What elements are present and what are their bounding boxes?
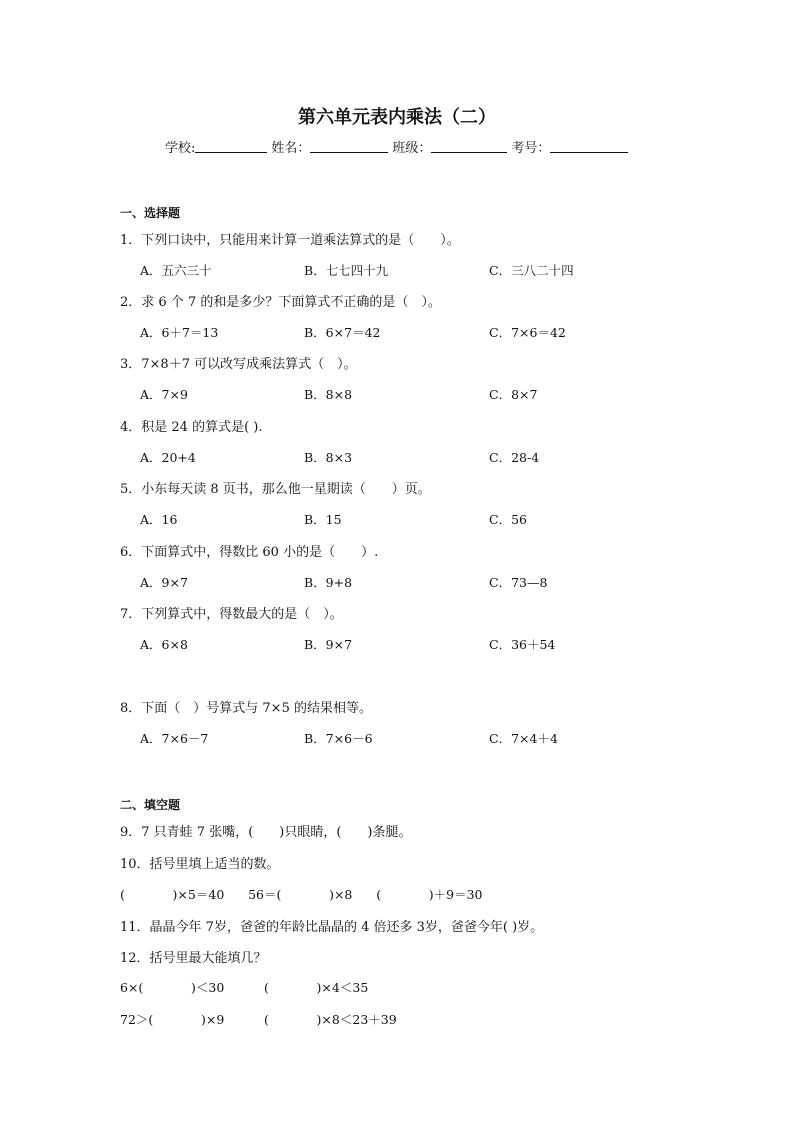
section-fill-heading: 二、填空题 [120, 798, 181, 812]
q2-option-a: A．6＋7＝13 [140, 325, 219, 340]
question-3: 3．7×8＋7 可以改写成乘法算式（ ）。 [120, 357, 357, 372]
q6-option-c: C．73—8 [489, 575, 548, 590]
q5-option-a: A．16 [140, 512, 178, 527]
q1-option-b: B．七七四十九 [304, 263, 389, 278]
class-label: 班级： [392, 141, 432, 156]
exam-no-label: 考号： [511, 141, 551, 156]
q2-option-b: B．6×7＝42 [304, 325, 381, 340]
q2-option-c: C．7×6＝42 [489, 325, 566, 340]
q7-option-b: B．9×7 [304, 637, 353, 652]
q6-option-b: B．9+8 [304, 575, 353, 590]
question-10-blanks[interactable]: ( )×5＝40 56＝( )×8 ( )＋9＝30 [120, 887, 483, 902]
question-12-blanks-row-1[interactable]: 6×( )＜30 ( )×4＜35 [120, 980, 369, 995]
q4-option-c: C．28-4 [489, 450, 540, 465]
question-10: 10．括号里填上适当的数。 [120, 857, 280, 872]
name-blank[interactable] [310, 152, 388, 153]
q7-option-c: C．36＋54 [489, 637, 556, 652]
question-9: 9．7 只青蛙 7 张嘴，( )只眼睛，( )条腿。 [120, 825, 412, 840]
q4-option-a: A．20+4 [140, 450, 196, 465]
question-11: 11．晶晶今年 7岁，爸爸的年龄比晶晶的 4 倍还多 3岁，爸爸今年( )岁。 [120, 920, 544, 935]
name-label: 姓名： [271, 141, 311, 156]
school-blank[interactable] [195, 152, 267, 153]
question-12-blanks-row-2[interactable]: 72＞( )×9 ( )×8＜23＋39 [120, 1012, 397, 1027]
q3-option-b: B．8×8 [304, 387, 353, 402]
section-choice-heading: 一、选择题 [120, 206, 181, 220]
q8-option-a: A．7×6－7 [140, 731, 209, 746]
student-info-row [165, 137, 632, 156]
q8-option-c: C．7×4＋4 [489, 731, 558, 746]
q3-option-a: A．7×9 [140, 387, 188, 402]
q8-option-b: B．7×6－6 [304, 731, 373, 746]
question-1: 1．下列口诀中，只能用来计算一道乘法算式的是（ ）。 [120, 233, 460, 248]
question-5: 5．小东每天读 8 页书，那么他一星期读（ ）页。 [120, 482, 431, 497]
question-7: 7．下列算式中，得数最大的是（ ）。 [120, 607, 343, 622]
q5-option-b: B．15 [304, 512, 342, 527]
question-2: 2．求 6 个 7 的和是多少？下面算式不正确的是（ ）。 [120, 295, 441, 310]
question-4: 4．积是 24 的算式是( ). [120, 420, 263, 435]
exam-no-blank[interactable] [550, 152, 628, 153]
q3-option-c: C．8×7 [489, 387, 538, 402]
q6-option-a: A．9×7 [140, 575, 188, 590]
question-6: 6．下面算式中，得数比 60 小的是（ ）. [120, 545, 379, 560]
page-title: 第六单元表内乘法（二） [298, 107, 496, 128]
q4-option-b: B．8×3 [304, 450, 353, 465]
school-label: 学校: [165, 141, 196, 156]
q5-option-c: C．56 [489, 512, 527, 527]
question-8: 8．下面（ ）号算式与 7×5 的结果相等。 [120, 701, 372, 716]
q7-option-a: A．6×8 [140, 637, 188, 652]
q1-option-a: A．五六三十 [140, 263, 212, 278]
question-12: 12．括号里最大能填几？ [120, 951, 267, 966]
class-blank[interactable] [431, 152, 507, 153]
q1-option-c: C．三八二十四 [489, 263, 574, 278]
